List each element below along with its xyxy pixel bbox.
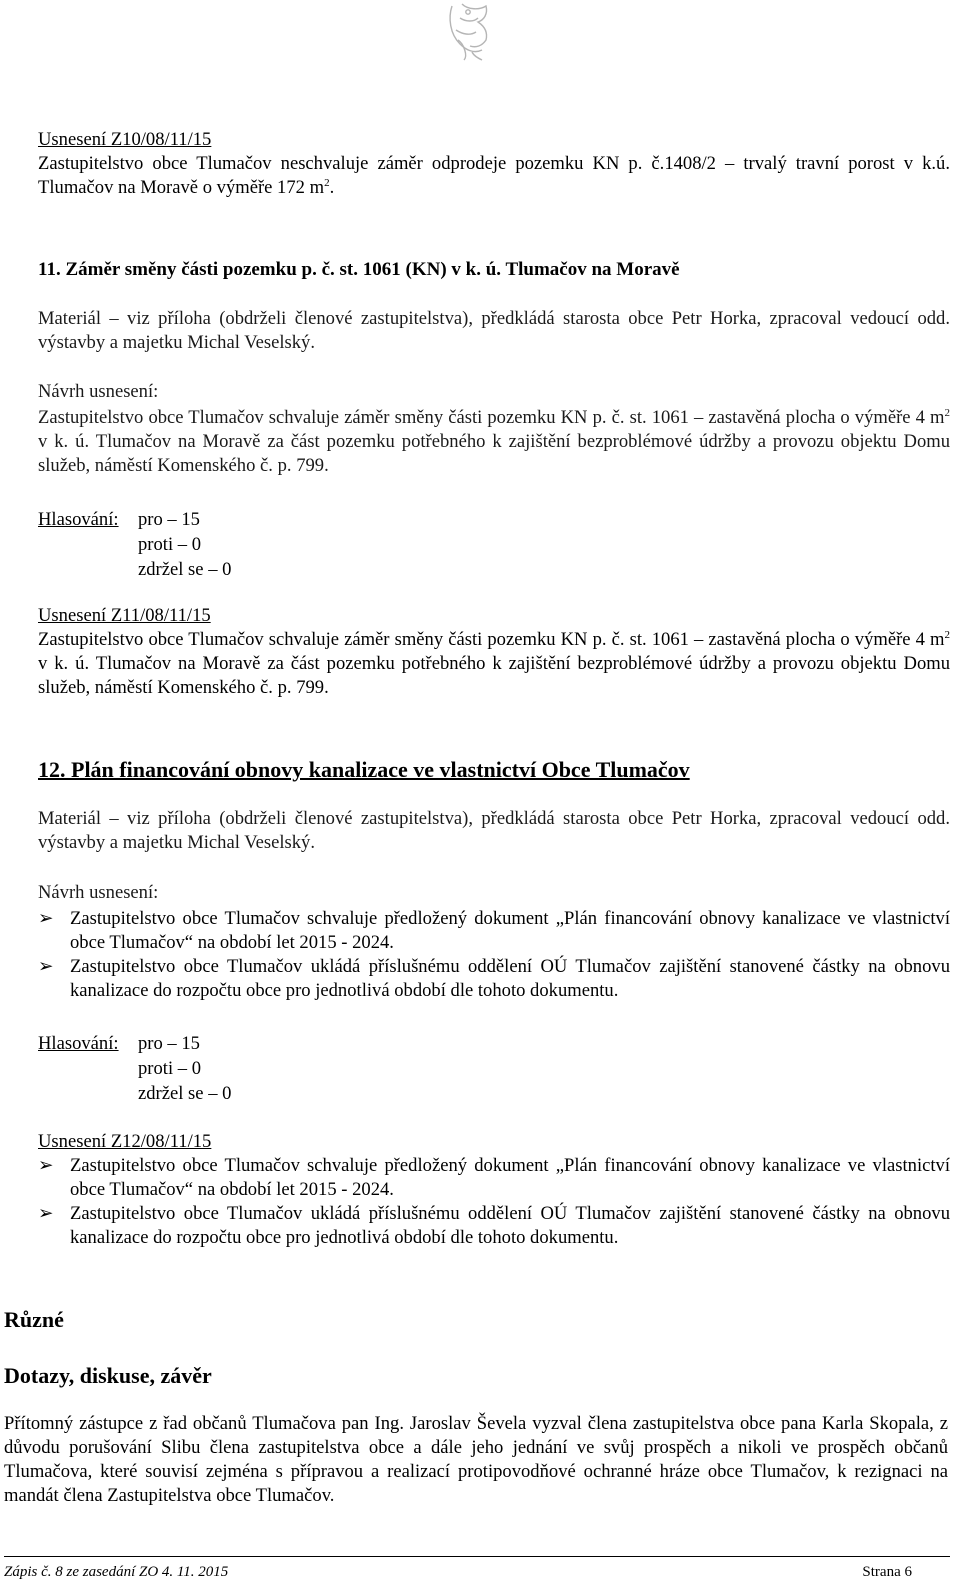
list-item: ➢ Zastupitelstvo obce Tlumačov schvaluje předložený dokument „Plán financování obnovy kanalizace ve vlastnictví obce Tlumačov“ na období let 2015 - 2024. [38,1155,950,1200]
arrow-bullet-icon: ➢ [38,1155,54,1176]
section-heading-misc: Různé [4,1307,64,1332]
arrow-bullet-icon: ➢ [38,956,54,977]
arrow-bullet-icon: ➢ [38,1203,54,1224]
resolution-heading: Usnesení Z10/08/11/15 [38,129,212,150]
votes-for: pro – 15 [138,1033,200,1054]
votes-against: proti – 0 [138,534,202,555]
proposal-label: Návrh usnesení: [38,381,159,402]
resolution-heading: Usnesení Z11/08/11/15 [38,605,211,626]
proposal-label: Návrh usnesení: [38,882,159,903]
agenda-item-11-material: Materiál – viz příloha (obdrželi členové zastupitelstva), předkládá starosta obce Petr Horka, zpracoval vedoucí odd. výstavby a majetku Michal Veselský. [38,308,950,353]
voting-label: Hlasování: [38,509,119,530]
proposal-text: Zastupitelstvo obce Tlumačov schvaluje záměr směny části pozemku KN p. č. st. 1061 – zastavěná plocha o výměře 4 $m^2$ v k. ú. Tlumačov na Moravě za část pozemku potřebného k zajištění bezproblémové údržby a provozu objektu Domu služeb, náměstí Komenského č. p. 799. [38,406,950,476]
list-item: ➢ Zastupitelstvo obce Tlumačov ukládá příslušnému oddělení OÚ Tlumačov zajištění stanovené částky na obnovu kanalizace do rozpočtu obce pro jednotlivá období dle tohoto dokumentu. [38,956,950,1001]
agenda-item-12-material: Materiál – viz příloha (obdrželi členové zastupitelstva), předkládá starosta obce Petr Horka, zpracoval vedoucí odd. výstavby a majetku Michal Veselský. [38,808,950,853]
resolution-z10 [38,128,950,200]
resolution-heading: Usnesení Z12/08/11/15 [38,1131,212,1152]
page-footer [4,1556,950,1582]
votes-abstain: zdržel se – 0 [138,559,232,580]
page-number: Strana 6 [862,1564,912,1580]
resolution-text: Zastupitelstvo obce Tlumačov neschvaluje záměr odprodeje pozemku KN p. č.1408/2 – trvalý travní porost v k.ú. Tlumačov na Moravě o výměře 172 $m^2$. [38,153,950,198]
section-heading-discussion: Dotazy, diskuse, závěr [4,1363,212,1388]
voting-result [38,507,231,582]
resolution-z12 [38,1130,950,1250]
resolution-text: Zastupitelstvo obce Tlumačov schvaluje záměr směny části pozemku KN p. č. st. 1061 – zastavěná plocha o výměře 4 $m^2$ v k. ú. Tlumačov na Moravě za část pozemku potřebného k zajištění bezproblémové údržby a provozu objektu Domu služeb, náměstí Komenského č. p. 799. [38,628,950,698]
voting-label: Hlasování: [38,1033,119,1054]
agenda-item-11-heading: 11. Záměr směny části pozemku p. č. st. 1061 (KN) v k. ú. Tlumačov na Moravě [38,259,680,280]
list-item: ➢ Zastupitelstvo obce Tlumačov schvaluje předložený dokument „Plán financování obnovy kanalizace ve vlastnictví obce Tlumačov“ na období let 2015 - 2024. [38,908,950,953]
votes-abstain: zdržel se – 0 [138,1083,232,1104]
discussion-text: Přítomný zástupce z řad občanů Tlumačova pan Ing. Jaroslav Ševela vyzval člena zastupitelstva obce pana Karla Skopala, z důvodu porušování Slibu člena zastupitelstva obce a dále jeho jednání ve svůj prospěch a nikoli ve prospěch občanů Tlumačova, které souvisí zejména s přípravou a realizací protipovodňové ochranné hráze obce Tlumačov, k rezignaci na mandát člena Zastupitelstva obce Tlumačov. [4,1413,948,1506]
arrow-bullet-icon: ➢ [38,908,54,929]
list-item: ➢ Zastupitelstvo obce Tlumačov ukládá příslušnému oddělení OÚ Tlumačov zajištění stanovené částky na obnovu kanalizace do rozpočtu obce pro jednotlivá období dle tohoto dokumentu. [38,1203,950,1248]
proposal-list [38,907,950,1003]
resolution-z11 [38,604,950,700]
voting-result [38,1031,231,1106]
footer-minutes-ref: Zápis č. 8 ze zasedání ZO 4. 11. 2015 [4,1564,229,1580]
votes-for: pro – 15 [138,509,200,530]
municipal-emblem-icon [438,0,502,64]
votes-against: proti – 0 [138,1058,202,1079]
agenda-item-12-heading: 12. Plán financování obnovy kanalizace ve vlastnictví Obce Tlumačov [38,757,690,782]
